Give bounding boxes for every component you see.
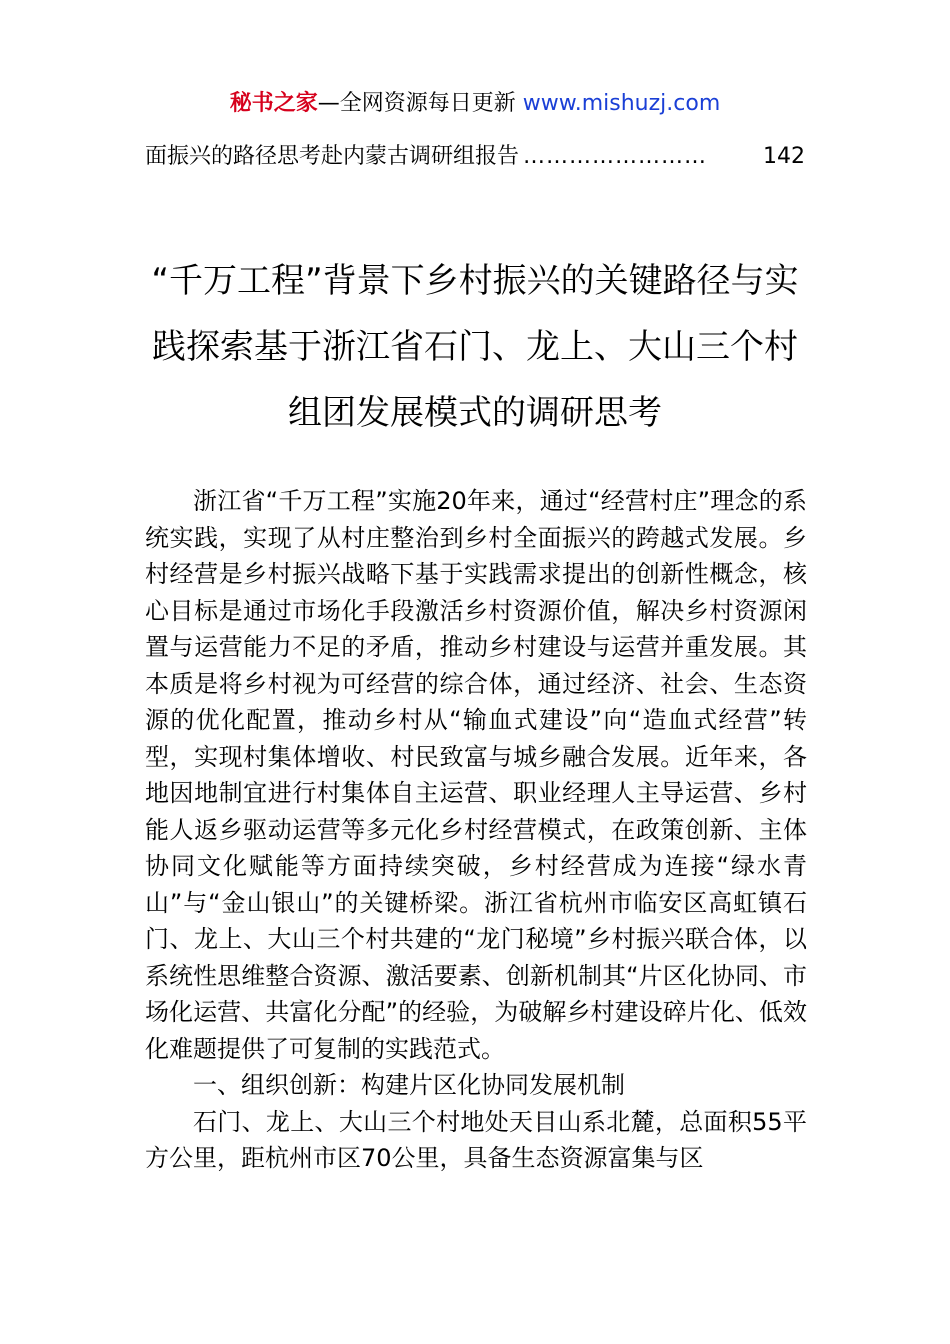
site-url-link[interactable]: www.mishuzj.com: [522, 91, 721, 116]
article-body: [145, 483, 807, 1177]
toc-page-number: 142: [763, 144, 805, 169]
brand-name: 秘书之家: [229, 91, 318, 116]
toc-entry-text: 面振兴的路径思考赴内蒙古调研组报告: [145, 144, 520, 169]
toc-entry[interactable]: [145, 141, 805, 173]
site-header: [0, 88, 950, 120]
article-title: “千万工程”背景下乡村振兴的关键路径与实践探索基于浙江省石门、龙上、大山三个村组团发展模式的调研思考: [151, 261, 799, 433]
body-paragraph: 石门、龙上、大山三个村地处天目山系北麓，总面积55平方公里，距杭州市区70公里，具备生态资源富集与区: [145, 1107, 807, 1172]
toc-leader-dots: ……………………: [523, 144, 708, 169]
body-paragraph: 浙江省“千万工程”实施20年来，通过“经营村庄”理念的系统实践，实现了从村庄整治到乡村全面振兴的跨越式发展。乡村经营是乡村振兴战略下基于实践需求提出的创新性概念，核心目标是通过市场化手段激活乡村资源价值，解决乡村资源闲置与运营能力不足的矛盾，推动乡村建设与运营并重发展。其本质是将乡村视为可经营的综合体，通过经济、社会、生态资源的优化配置，推动乡村从“输血式建设”向“造血式经营”转型，实现村集体增收、村民致富与城乡融合发展。近年来，各地因地制宜进行村集体自主运营、职业经理人主导运营、乡村能人返乡驱动运营等多元化乡村经营模式，在政策创新、主体协同文化赋能等方面持续突破，乡村经营成为连接“绿水青山”与“金山银山”的关键桥梁。浙江省杭州市临安区高虹镇石门、龙上、大山三个村共建的“龙门秘境”乡村振兴联合体，以系统性思维整合资源、激活要素、创新机制其“片区化协同、市场化运营、共富化分配”的经验，为破解乡村建设碎片化、低效化难题提供了可复制的实践范式。: [145, 487, 807, 1063]
section-heading: 一、组织创新：构建片区化协同发展机制: [193, 1071, 625, 1099]
header-tagline: —全网资源每日更新: [317, 91, 516, 116]
